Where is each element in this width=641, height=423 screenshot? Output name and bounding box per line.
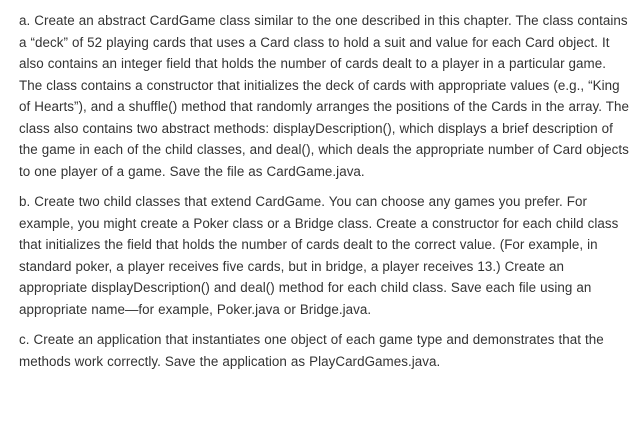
paragraph-a: a. Create an abstract CardGame class similar to the one described in this chapter. The class contains a “deck” of 52 playing cards that uses a Card class to hold a suit and value for each Card object. It also contains an integer field that holds the number of cards dealt to a player in a particular game. The class contains a constructor that initializes the deck of cards with appropriate values (e.g., “King of Hearts”), and a shuffle() method that randomly arranges the positions of the Cards in the array. The class also contains two abstract methods: displayDescription(), which displays a brief description of the game in each of the child classes, and deal(), which deals the appropriate number of Card objects to one player of a game. Save the file as CardGame.java. bbox=[19, 13, 629, 179]
paragraph-b: b. Create two child classes that extend CardGame. You can choose any games you prefer. For example, you might create a Poker class or a Bridge class. Create a constructor for each child class that initializes the field that holds the number of cards dealt to the correct value. (For example, in standard poker, a player receives five cards, but in bridge, a player receives 13.) Create an appropriate displayDescription() and deal() method for each child class. Save each file using an appropriate name—for example, Poker.java or Bridge.java. bbox=[19, 194, 619, 317]
paragraph-c: c. Create an application that instantiates one object of each game type and demonstrates that the methods work correctly. Save the application as PlayCardGames.java. bbox=[19, 332, 604, 369]
